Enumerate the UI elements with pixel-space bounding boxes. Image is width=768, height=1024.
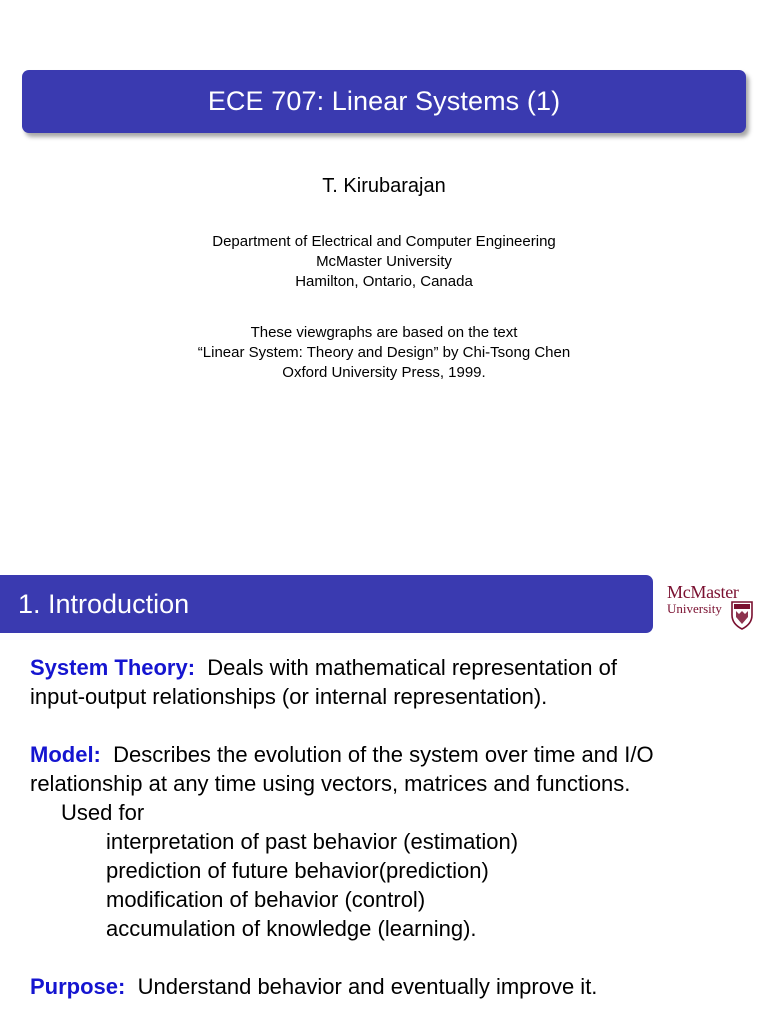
model-text: Describes the evolution of the system over time and I/O [113, 742, 654, 767]
logo-wordmark: McMaster [667, 582, 739, 602]
title-banner [22, 70, 746, 133]
purpose-term: Purpose: [30, 974, 126, 999]
logo-subtitle: University [667, 601, 722, 616]
model-text: relationship at any time using vectors, matrices and functions. [30, 771, 631, 796]
source-note-line: “Linear System: Theory and Design” by Chi-Tsong Chen [197, 344, 571, 361]
use-list-item: interpretation of past behavior (estimation) [106, 829, 519, 854]
purpose-text: Understand behavior and eventually improve it. [137, 974, 598, 999]
affiliation-location: Hamilton, Ontario, Canada [295, 273, 473, 290]
affiliation-department: Department of Electrical and Computer Engineering [212, 233, 556, 250]
crest-icon [731, 600, 753, 630]
model-paragraph [30, 740, 750, 798]
system-theory-text: input-output relationships (or internal representation). [30, 684, 548, 709]
purpose-paragraph [30, 972, 750, 1001]
system-theory-term: System Theory: [30, 655, 196, 680]
source-note [0, 323, 768, 383]
used-for-label: Used for [61, 800, 145, 825]
affiliation-block [0, 232, 768, 292]
use-list-item: modification of behavior (control) [106, 887, 426, 912]
author-name: T. Kirubarajan [322, 175, 446, 197]
source-note-line: Oxford University Press, 1999. [282, 364, 486, 381]
system-theory-text: Deals with mathematical representation of [207, 655, 617, 680]
use-list-item: accumulation of knowledge (learning). [106, 916, 477, 941]
slide-body [30, 653, 750, 1001]
use-list-item: prediction of future behavior(prediction) [106, 858, 489, 883]
frame-title: 1. Introduction [18, 588, 190, 619]
mcmaster-logo [667, 582, 759, 634]
system-theory-paragraph [30, 653, 750, 711]
slide-title: ECE 707: Linear Systems (1) [207, 86, 561, 116]
affiliation-university: McMaster University [316, 253, 452, 270]
source-note-line: These viewgraphs are based on the text [250, 324, 518, 341]
frame-title-bar [0, 575, 653, 633]
model-term: Model: [30, 742, 101, 767]
